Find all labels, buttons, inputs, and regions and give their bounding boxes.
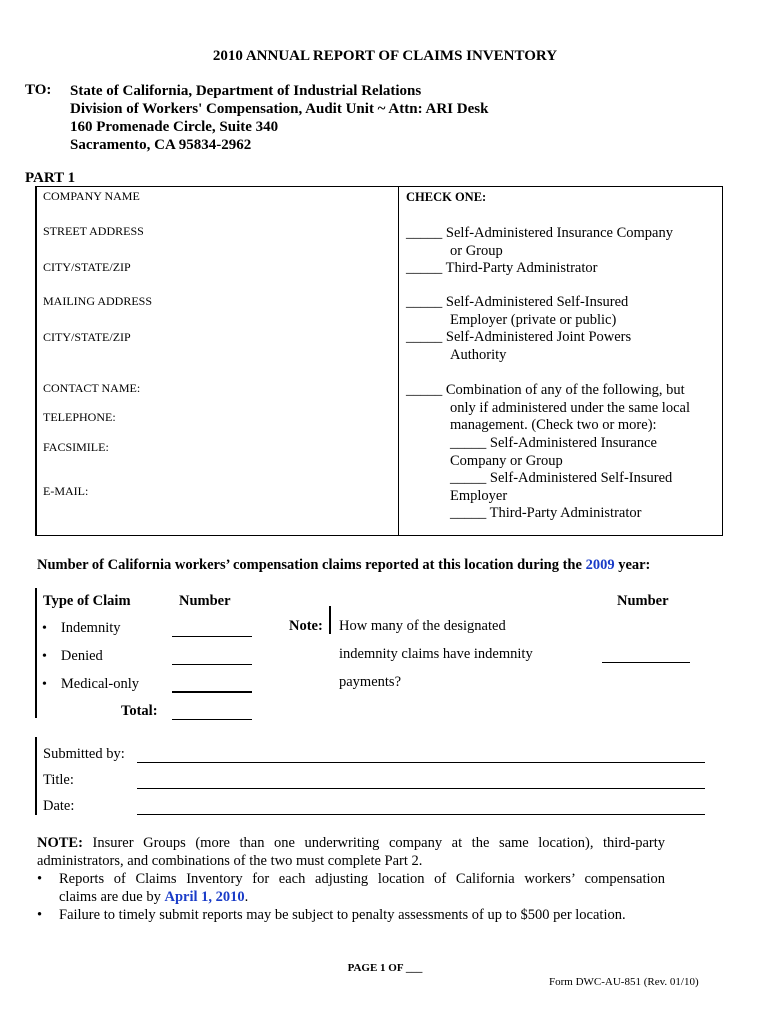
option-joint-powers[interactable] (406, 329, 631, 364)
bullet-icon: • (42, 677, 47, 692)
note-line-3: payments? (339, 674, 402, 690)
facsimile-field[interactable]: FACSIMILE: (43, 440, 109, 454)
option-combination[interactable] (406, 382, 690, 435)
street-address-field[interactable]: STREET ADDRESS (43, 224, 144, 238)
contact-name-field[interactable]: CONTACT NAME: (43, 381, 141, 395)
option-text: or Group (450, 242, 503, 259)
title-label: Title: (43, 772, 74, 788)
total-label: Total: (121, 703, 158, 719)
company-name-field[interactable]: COMPANY NAME (43, 189, 140, 203)
address-line-2: Division of Workers' Compensation, Audit Unit ~ Attn: ARI Desk (70, 101, 489, 117)
note-word: Note: (289, 618, 323, 634)
due-text: claims are due by (59, 889, 165, 905)
claims-section-bar (35, 588, 37, 718)
number-header-right: Number (617, 593, 669, 609)
address-line-3: 160 Promenade Circle, Suite 340 (70, 119, 279, 135)
page-number: PAGE 1 OF ___ (347, 962, 423, 974)
medical-only-number-input[interactable] (172, 691, 252, 693)
option-text: _____ Combination of any of the following, but (406, 382, 685, 398)
signature-section-bar (35, 737, 37, 815)
note-line-1: How many of the designated (339, 618, 506, 634)
option-text: Employer (private or public) (450, 311, 617, 328)
option-text: management. (Check two or more): (450, 417, 657, 433)
due-date: April 1, 2010 (164, 889, 245, 905)
address-line-4: Sacramento, CA 95834-2962 (70, 137, 252, 153)
mailing-city-state-zip-field[interactable]: CITY/STATE/ZIP (43, 330, 131, 344)
penalty-bullet: Failure to timely submit reports may be subject to penalty assessments of up to $500 per location. (59, 907, 626, 923)
claims-question (37, 557, 650, 574)
title-input[interactable] (137, 788, 705, 789)
date-input[interactable] (137, 814, 705, 815)
option-text: _____ Self-Administered Insurance (450, 435, 657, 451)
check-one-label: CHECK ONE: (406, 190, 487, 204)
claim-type: Indemnity (60, 620, 121, 636)
due-date-bullet-line-2 (59, 888, 248, 906)
note-label (289, 618, 323, 635)
claim-row-indemnity (42, 620, 121, 637)
part1-heading: PART 1 (25, 170, 76, 186)
due-text: . (244, 889, 249, 905)
denied-number-input[interactable] (172, 664, 252, 665)
question-text: Number of California workers’ compensation claims reported at this location during the (37, 557, 586, 573)
option-text: _____ Self-Administered Self-Insured (406, 294, 629, 310)
telephone-field[interactable]: TELEPHONE: (43, 410, 116, 424)
note-heading: NOTE: (37, 835, 83, 851)
form-number: Form DWC-AU-851 (Rev. 01/10) (549, 976, 699, 988)
bullet-icon: • (42, 649, 47, 664)
suboption-third-party[interactable]: _____ Third-Party Administrator (450, 505, 642, 521)
indemnity-number-input[interactable] (172, 636, 252, 637)
option-third-party-admin[interactable]: _____ Third-Party Administrator (406, 260, 598, 276)
claim-type: Denied (60, 648, 103, 664)
option-text: Employer (450, 487, 508, 504)
to-label: TO: (25, 82, 52, 98)
note-paragraph-line-1 (37, 834, 665, 852)
claim-row-denied (42, 648, 103, 665)
mailing-address-field[interactable]: MAILING ADDRESS (43, 294, 153, 308)
report-year: 2009 (585, 557, 615, 573)
note-paragraph-line-2: administrators, and combinations of the two must complete Part 2. (37, 853, 423, 869)
option-text: _____ Self-Administered Self-Insured (450, 470, 673, 486)
suboption-insurance[interactable] (450, 435, 657, 470)
submitted-by-label: Submitted by: (43, 746, 125, 762)
indemnity-payments-input[interactable] (602, 662, 690, 663)
note-bar (329, 606, 331, 634)
option-text: only if administered under the same local (450, 399, 690, 416)
submitted-by-input[interactable] (137, 762, 705, 763)
bullet-icon: • (37, 907, 43, 923)
email-field[interactable]: E-MAIL: (43, 484, 89, 498)
option-self-admin-insurance[interactable] (406, 225, 673, 260)
note-text: Insurer Groups (more than one underwriting company at the same location), third-party (92, 835, 665, 851)
address-line-1: State of California, Department of Industrial Relations (70, 83, 422, 99)
type-of-claim-header: Type of Claim (43, 593, 131, 609)
option-self-insured-employer[interactable] (406, 294, 628, 329)
total-number-input[interactable] (172, 719, 252, 720)
option-text: Company or Group (450, 452, 563, 469)
page-title: 2010 ANNUAL REPORT OF CLAIMS INVENTORY (212, 48, 558, 64)
question-text: year: (614, 557, 651, 573)
due-date-bullet-line-1: Reports of Claims Inventory for each adjusting location of California workers’ compensation (59, 871, 665, 887)
option-text: _____ Self-Administered Joint Powers (406, 329, 632, 345)
part1-divider (398, 186, 399, 536)
number-header: Number (179, 593, 231, 609)
option-text: Authority (450, 346, 507, 363)
bullet-icon: • (42, 621, 47, 636)
city-state-zip-field[interactable]: CITY/STATE/ZIP (43, 260, 131, 274)
bullet-icon: • (37, 871, 43, 887)
option-text: _____ Self-Administered Insurance Company (406, 225, 673, 241)
claim-type: Medical-only (60, 676, 140, 692)
recipient-address (70, 82, 488, 154)
date-label: Date: (43, 798, 75, 814)
suboption-self-insured[interactable] (450, 470, 672, 505)
claim-row-medical-only (42, 676, 139, 693)
note-line-2: indemnity claims have indemnity (339, 646, 533, 662)
